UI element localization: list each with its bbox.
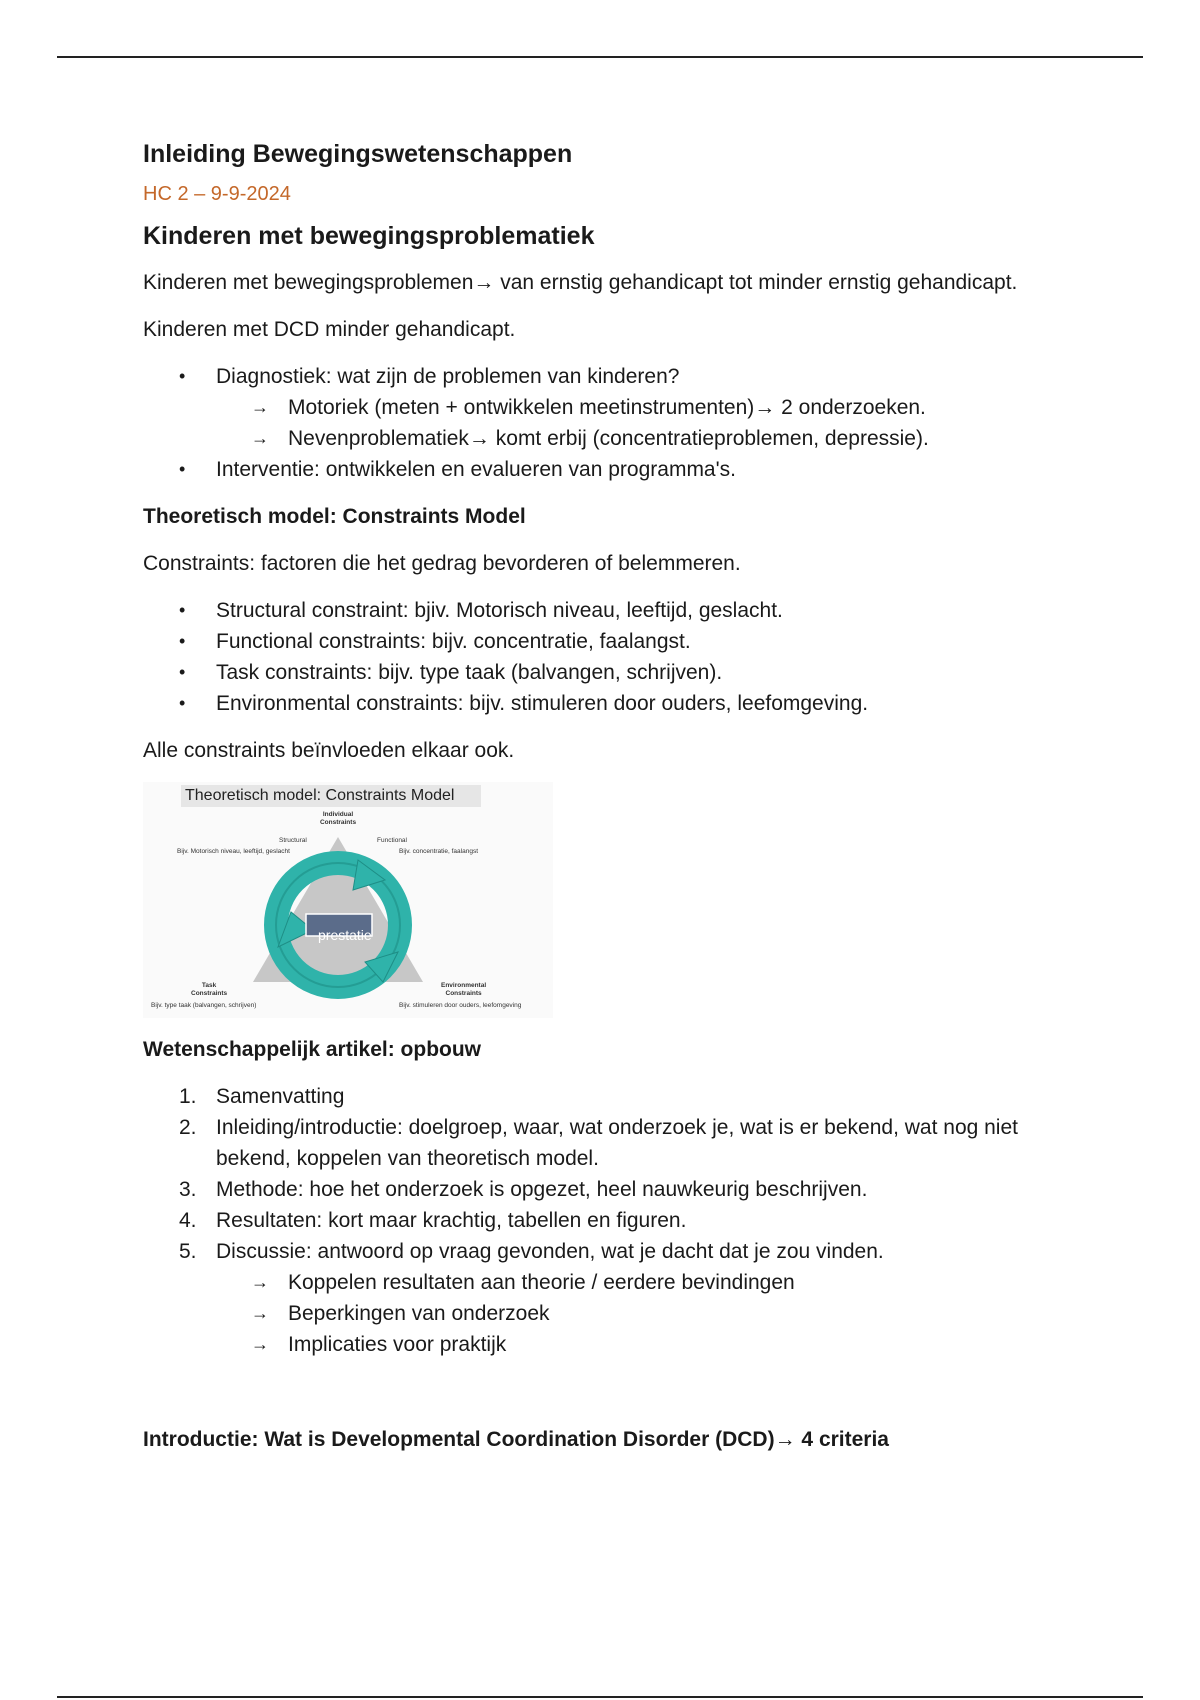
section-heading-model: Theoretisch model: Constraints Model <box>143 505 526 528</box>
functional-label: Functional <box>377 837 407 844</box>
list-subitem: → Nevenproblematiek→ komt erbij (concentratieproblemen, depressie). <box>143 423 1063 454</box>
list-item: • Task constraints: bijv. type taak (balvangen, schrijven). <box>143 657 1063 688</box>
number-marker: 1. <box>179 1085 197 1108</box>
bullet-marker: • <box>179 459 186 479</box>
section-heading-kinderen: Kinderen met bewegingsproblematiek <box>143 222 595 250</box>
list-item: 4. Resultaten: kort maar krachtig, tabellen en figuren. <box>143 1205 1063 1236</box>
list-item: • Interventie: ontwikkelen en evalueren van programma's. <box>143 454 1063 485</box>
structural-example: Bijv. Motorisch niveau, leeftijd, geslacht <box>177 848 290 855</box>
list-subitem: → Implicaties voor praktijk <box>143 1329 1063 1360</box>
bullet-marker: • <box>179 631 186 651</box>
bullet-list <box>143 595 1063 719</box>
section-heading-dcd: Introductie: Wat is Developmental Coordination Disorder (DCD)→ 4 criteria <box>143 1428 889 1451</box>
list-item: • Structural constraint: bjiv. Motorisch niveau, leeftijd, geslacht. <box>143 595 1063 626</box>
individual-constraints-label: Individual Constraints <box>319 811 357 826</box>
paragraph: Constraints: factoren die het gedrag bevorderen of belemmeren. <box>143 552 741 575</box>
paragraph: Kinderen met bewegingsproblemen→ van ernstig gehandicapt tot minder ernstig gehandicapt. <box>143 271 1018 294</box>
lecture-date: HC 2 – 9-9-2024 <box>143 183 291 205</box>
bullet-marker: • <box>179 693 186 713</box>
footer-rule <box>57 1696 1143 1698</box>
arrow-marker: → <box>251 428 269 448</box>
structural-label: Structural <box>279 837 307 844</box>
list-subitem: → Beperkingen van onderzoek <box>143 1298 1063 1329</box>
arrow-marker: → <box>251 1334 269 1354</box>
section-heading-artikel: Wetenschappelijk artikel: opbouw <box>143 1038 482 1061</box>
number-marker: 5. <box>179 1240 197 1263</box>
document-title: Inleiding Bewegingswetenschappen <box>143 140 573 168</box>
arrow-marker: → <box>251 1303 269 1323</box>
bullet-marker: • <box>179 366 186 386</box>
paragraph: Kinderen met DCD minder gehandicapt. <box>143 318 516 341</box>
list-item: • Functional constraints: bijv. concentratie, faalangst. <box>143 626 1063 657</box>
prestatie-label: prestatie <box>318 927 372 943</box>
figure-title: Theoretisch model: Constraints Model <box>181 785 481 807</box>
number-marker: 2. <box>179 1116 197 1139</box>
document-body <box>143 140 1063 1471</box>
list-item: • Diagnostiek: wat zijn de problemen van kinderen? <box>143 361 1063 392</box>
task-constraints-label: Task Constraints <box>191 982 228 997</box>
number-marker: 4. <box>179 1209 197 1232</box>
constraints-model-figure <box>143 782 553 1018</box>
arrow-marker: → <box>251 397 269 417</box>
list-item: • Environmental constraints: bijv. stimuleren door ouders, leefomgeving. <box>143 688 1063 719</box>
number-marker: 3. <box>179 1178 197 1201</box>
list-item: 1. Samenvatting <box>143 1081 1063 1112</box>
bullet-marker: • <box>179 662 186 682</box>
list-item: 3. Methode: hoe het onderzoek is opgezet, heel nauwkeurig beschrijven. <box>143 1174 1063 1205</box>
arrow-marker: → <box>251 1272 269 1292</box>
task-example: Bijv. type taak (balvangen, schrijven) <box>151 1002 257 1009</box>
environmental-example: Bijv. stimuleren door ouders, leefomgeving <box>399 1002 522 1009</box>
environmental-constraints-label: Environmental Constraints <box>441 982 487 997</box>
paragraph: Alle constraints beïnvloeden elkaar ook. <box>143 739 515 762</box>
list-item: 2. Inleiding/introductie: doelgroep, waar, wat onderzoek je, wat is er bekend, wat nog niet bekend, koppelen van theoretisch model. <box>143 1112 1063 1174</box>
list-item: 5. Discussie: antwoord op vraag gevonden, wat je dacht dat je zou vinden. <box>143 1236 1063 1267</box>
list-subitem: → Motoriek (meten + ontwikkelen meetinstrumenten)→ 2 onderzoeken. <box>143 392 1063 423</box>
numbered-list <box>143 1081 1063 1360</box>
bullet-marker: • <box>179 600 186 620</box>
header-rule <box>57 56 1143 58</box>
bullet-list <box>143 361 1063 485</box>
list-subitem: → Koppelen resultaten aan theorie / eerdere bevindingen <box>143 1267 1063 1298</box>
functional-example: Bijv. concentratie, faalangst <box>399 848 479 855</box>
